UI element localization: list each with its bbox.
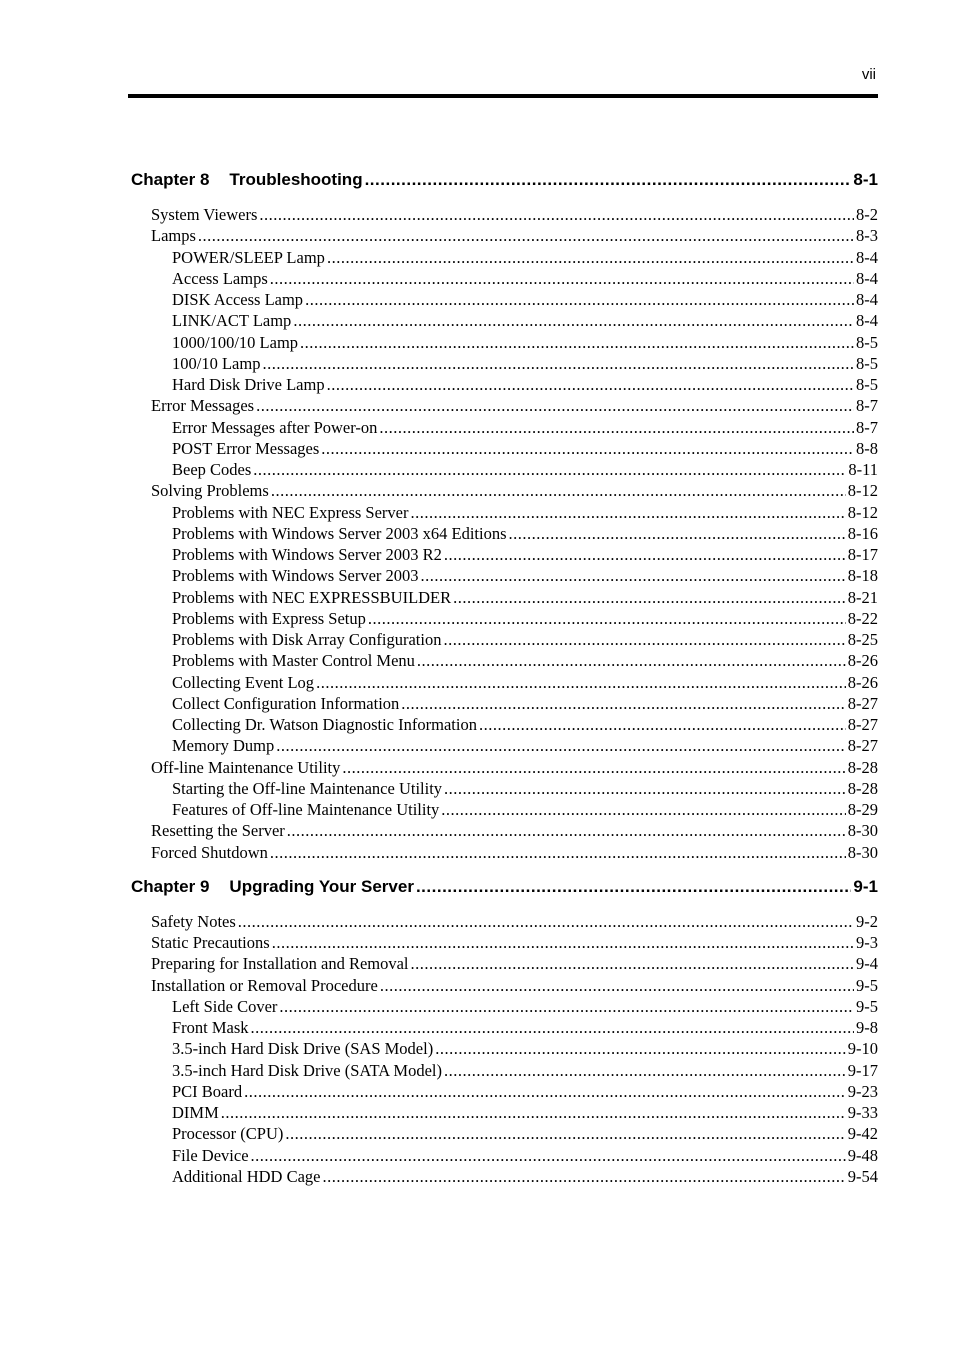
toc-entry-page: 9-54: [847, 1166, 878, 1186]
toc-entry-title: Additional HDD Cage: [172, 1166, 321, 1186]
toc-entry[interactable]: [131, 1102, 878, 1123]
toc-entry-title: Problems with Express Setup: [172, 608, 366, 628]
toc-entry-page: 9-23: [847, 1081, 878, 1101]
page-number: vii: [861, 66, 876, 83]
toc-entry[interactable]: [131, 395, 878, 416]
dot-leader: [441, 799, 845, 820]
toc-entry-page: 8-27: [847, 715, 878, 734]
toc-entry-page: 8-27: [847, 736, 878, 756]
toc-entry-page: 8-7: [856, 396, 878, 416]
dot-leader: [221, 1102, 846, 1123]
toc-entry-title: Installation or Removal Procedure: [151, 975, 378, 995]
toc-entry[interactable]: [131, 735, 878, 756]
toc-entry-page: 8-22: [847, 608, 878, 628]
toc-entry-title: Front Mask: [172, 1018, 249, 1037]
toc-entry-page: 8-25: [847, 630, 878, 649]
toc-entry-page: 8-4: [856, 311, 878, 331]
toc-entry-page: 9-5: [856, 996, 878, 1016]
toc-entry[interactable]: [131, 1145, 878, 1166]
chapter-page: 8-1: [853, 170, 878, 189]
toc-entry-page: 8-11: [848, 460, 878, 479]
dot-leader: [444, 544, 846, 565]
chapter-heading[interactable]: [131, 877, 878, 903]
toc-entry-page: 8-8: [856, 438, 878, 458]
toc-entry-page: 8-26: [847, 672, 878, 692]
toc-entry[interactable]: [131, 911, 878, 932]
dot-leader: [316, 672, 846, 693]
toc-entry-page: 8-4: [856, 247, 878, 267]
dot-leader: [198, 225, 854, 246]
toc-entry-page: 8-18: [847, 566, 878, 586]
table-of-contents: [131, 170, 878, 1201]
toc-entry-title: Forced Shutdown: [151, 842, 268, 862]
toc-entry[interactable]: [131, 268, 878, 289]
toc-entry-title: Problems with Windows Server 2003 R2: [172, 545, 442, 564]
toc-entry-title: Solving Problems: [151, 481, 269, 501]
toc-entry[interactable]: [131, 757, 878, 778]
dot-leader: [444, 1060, 846, 1081]
toc-entry-title: 1000/100/10 Lamp: [172, 332, 299, 352]
toc-entry-title: Problems with NEC Express Server: [172, 502, 409, 522]
chapter-title: Troubleshooting: [229, 170, 363, 189]
header-rule: [128, 94, 878, 98]
toc-entry-page: 8-29: [847, 800, 878, 819]
toc-entry-title: Resetting the Server: [151, 821, 285, 841]
toc-entry[interactable]: [131, 204, 878, 225]
dot-leader: [262, 353, 854, 374]
toc-entry-title: LINK/ACT Lamp: [172, 311, 292, 331]
chapter-heading[interactable]: [131, 170, 878, 196]
toc-entry-title: DISK Access Lamp: [172, 290, 304, 309]
dot-leader: [365, 170, 852, 190]
dot-leader: [251, 1017, 854, 1038]
toc-entry-title: POWER/SLEEP Lamp: [172, 247, 325, 267]
toc-entry-title: Error Messages: [151, 396, 255, 416]
toc-entry[interactable]: [131, 629, 878, 650]
dot-leader: [509, 523, 846, 544]
toc-entry[interactable]: [131, 353, 878, 374]
toc-entry-title: Problems with NEC EXPRESSBUILDER: [172, 587, 452, 607]
toc-entry-page: 8-16: [847, 523, 878, 543]
dot-leader: [443, 629, 845, 650]
toc-entry-title: 3.5-inch Hard Disk Drive (SATA Model): [172, 1060, 442, 1080]
dot-leader: [293, 310, 854, 331]
dot-leader: [271, 480, 846, 501]
toc-entry-page: 8-30: [847, 821, 878, 841]
dot-leader: [379, 417, 854, 438]
toc-entry[interactable]: [131, 417, 878, 438]
dot-leader: [417, 650, 846, 671]
toc-entry-page: 9-2: [856, 911, 878, 931]
toc-entry[interactable]: [131, 247, 878, 268]
toc-entry-title: 100/10 Lamp: [172, 353, 261, 373]
dot-leader: [453, 587, 846, 608]
toc-entry-title: Collecting Event Log: [172, 672, 315, 692]
dot-leader: [276, 735, 846, 756]
toc-entry[interactable]: [131, 1081, 878, 1102]
toc-entry-page: 8-4: [856, 290, 878, 309]
toc-entry[interactable]: [131, 778, 878, 799]
toc-entry-title: Left Side Cover: [172, 996, 278, 1016]
toc-entry-title: Starting the Off-line Maintenance Utility: [172, 778, 443, 798]
toc-entry[interactable]: [131, 289, 878, 310]
toc-entry[interactable]: [131, 608, 878, 629]
toc-entry-title: Error Messages after Power-on: [172, 417, 378, 437]
toc-entry[interactable]: [131, 565, 878, 586]
dot-leader: [421, 565, 846, 586]
toc-entry[interactable]: [131, 587, 878, 608]
toc-entry[interactable]: [131, 650, 878, 671]
toc-entry[interactable]: [131, 693, 878, 714]
toc-entry[interactable]: [131, 438, 878, 459]
toc-entry-page: 8-2: [856, 205, 878, 224]
toc-entry[interactable]: [131, 480, 878, 501]
toc-entry-title: Off-line Maintenance Utility: [151, 757, 341, 777]
toc-entry[interactable]: [131, 374, 878, 395]
toc-entry[interactable]: [131, 1123, 878, 1144]
toc-entry-page: 8-27: [847, 693, 878, 713]
toc-entry-title: File Device: [172, 1145, 249, 1165]
toc-entry-title: Processor (CPU): [172, 1124, 284, 1144]
toc-entry-title: Safety Notes: [151, 911, 236, 931]
toc-entry-title: Preparing for Installation and Removal: [151, 954, 409, 974]
dot-leader: [270, 842, 846, 863]
toc-entry-page: 8-21: [847, 587, 878, 607]
toc-entry[interactable]: [131, 332, 878, 353]
toc-entry-page: 9-10: [847, 1039, 878, 1059]
dot-leader: [479, 714, 846, 735]
toc-entry-list: [131, 911, 878, 1187]
toc-entry-page: 8-12: [847, 481, 878, 501]
toc-entry-page: 8-5: [856, 353, 878, 373]
toc-entry-page: 9-42: [847, 1124, 878, 1144]
toc-entry-page: 9-33: [847, 1103, 878, 1122]
toc-entry-title: Problems with Windows Server 2003: [172, 566, 419, 586]
dot-leader: [270, 268, 854, 289]
toc-entry-page: 8-26: [847, 651, 878, 671]
dot-leader: [253, 459, 846, 480]
toc-entry-title: Beep Codes: [172, 460, 252, 479]
toc-entry-title: Memory Dump: [172, 736, 275, 756]
toc-entry-page: 8-5: [856, 332, 878, 352]
toc-entry[interactable]: [131, 544, 878, 565]
toc-entry-page: 8-30: [847, 842, 878, 862]
toc-entry-page: 8-17: [847, 545, 878, 564]
toc-entry[interactable]: [131, 672, 878, 693]
toc-entry[interactable]: [131, 799, 878, 820]
toc-entry[interactable]: [131, 502, 878, 523]
toc-entry[interactable]: [131, 714, 878, 735]
toc-entry[interactable]: [131, 932, 878, 953]
toc-entry[interactable]: [131, 1166, 878, 1187]
toc-entry[interactable]: [131, 953, 878, 974]
dot-leader: [401, 693, 845, 714]
toc-entry-page: 8-12: [847, 502, 878, 522]
dot-leader: [285, 1123, 845, 1144]
dot-leader: [322, 1166, 845, 1187]
dot-leader: [327, 247, 854, 268]
chapter-number: Chapter 9: [131, 876, 210, 896]
dot-leader: [342, 757, 845, 778]
toc-entry-title: System Viewers: [151, 205, 258, 224]
toc-entry-title: 3.5-inch Hard Disk Drive (SAS Model): [172, 1039, 434, 1059]
toc-entry-title: Collect Configuration Information: [172, 693, 400, 713]
toc-entry-page: 8-28: [847, 778, 878, 798]
dot-leader: [444, 778, 846, 799]
dot-leader: [256, 395, 854, 416]
toc-entry-page: 9-8: [856, 1018, 878, 1037]
toc-entry-title: Features of Off-line Maintenance Utility: [172, 800, 440, 819]
dot-leader: [327, 374, 854, 395]
toc-entry[interactable]: [131, 975, 878, 996]
toc-entry[interactable]: [131, 1038, 878, 1059]
toc-entry-title: PCI Board: [172, 1081, 243, 1101]
toc-entry[interactable]: [131, 996, 878, 1017]
toc-entry[interactable]: [131, 310, 878, 331]
chapter-page: 9-1: [853, 876, 878, 896]
dot-leader: [238, 911, 854, 932]
dot-leader: [410, 502, 845, 523]
dot-leader: [279, 996, 854, 1017]
toc-entry[interactable]: [131, 1017, 878, 1038]
dot-leader: [300, 332, 854, 353]
toc-entry-page: 8-3: [856, 226, 878, 246]
toc-entry-title: Lamps: [151, 226, 196, 246]
toc-entry-title: POST Error Messages: [172, 438, 320, 458]
dot-leader: [272, 932, 854, 953]
dot-leader: [368, 608, 846, 629]
toc-entry[interactable]: [131, 225, 878, 246]
toc-entry-title: Static Precautions: [151, 933, 270, 952]
toc-entry-list: [131, 204, 878, 863]
toc-entry-title: DIMM: [172, 1103, 219, 1122]
dot-leader: [321, 438, 854, 459]
toc-entry-title: Collecting Dr. Watson Diagnostic Information: [172, 715, 477, 734]
toc-entry-title: Problems with Windows Server 2003 x64 Editions: [172, 523, 507, 543]
chapter-number: Chapter 8: [131, 170, 210, 189]
toc-entry-page: 8-7: [856, 417, 878, 437]
toc-entry-page: 8-5: [856, 375, 878, 394]
toc-entry-page: 9-48: [847, 1145, 878, 1165]
dot-leader: [305, 289, 854, 310]
dot-leader: [259, 204, 854, 225]
toc-entry-title: Problems with Master Control Menu: [172, 651, 415, 671]
dot-leader: [244, 1081, 846, 1102]
dot-leader: [287, 820, 846, 841]
toc-entry-title: Hard Disk Drive Lamp: [172, 375, 325, 394]
toc-entry-page: 9-3: [856, 933, 878, 952]
dot-leader: [380, 975, 854, 996]
toc-entry-title: Access Lamps: [172, 268, 268, 288]
toc-entry[interactable]: [131, 459, 878, 480]
dot-leader: [416, 877, 851, 897]
toc-entry-title: Problems with Disk Array Configuration: [172, 630, 442, 649]
dot-leader: [435, 1038, 846, 1059]
toc-entry[interactable]: [131, 842, 878, 863]
toc-entry-page: 8-4: [856, 268, 878, 288]
toc-entry[interactable]: [131, 523, 878, 544]
toc-entry-page: 8-28: [847, 757, 878, 777]
toc-entry[interactable]: [131, 820, 878, 841]
dot-leader: [251, 1145, 846, 1166]
toc-entry-page: 9-5: [856, 975, 878, 995]
toc-entry-page: 9-17: [847, 1060, 878, 1080]
chapter-title: Upgrading Your Server: [229, 876, 414, 896]
dot-leader: [411, 953, 854, 974]
toc-entry-page: 9-4: [856, 954, 878, 974]
toc-entry[interactable]: [131, 1060, 878, 1081]
